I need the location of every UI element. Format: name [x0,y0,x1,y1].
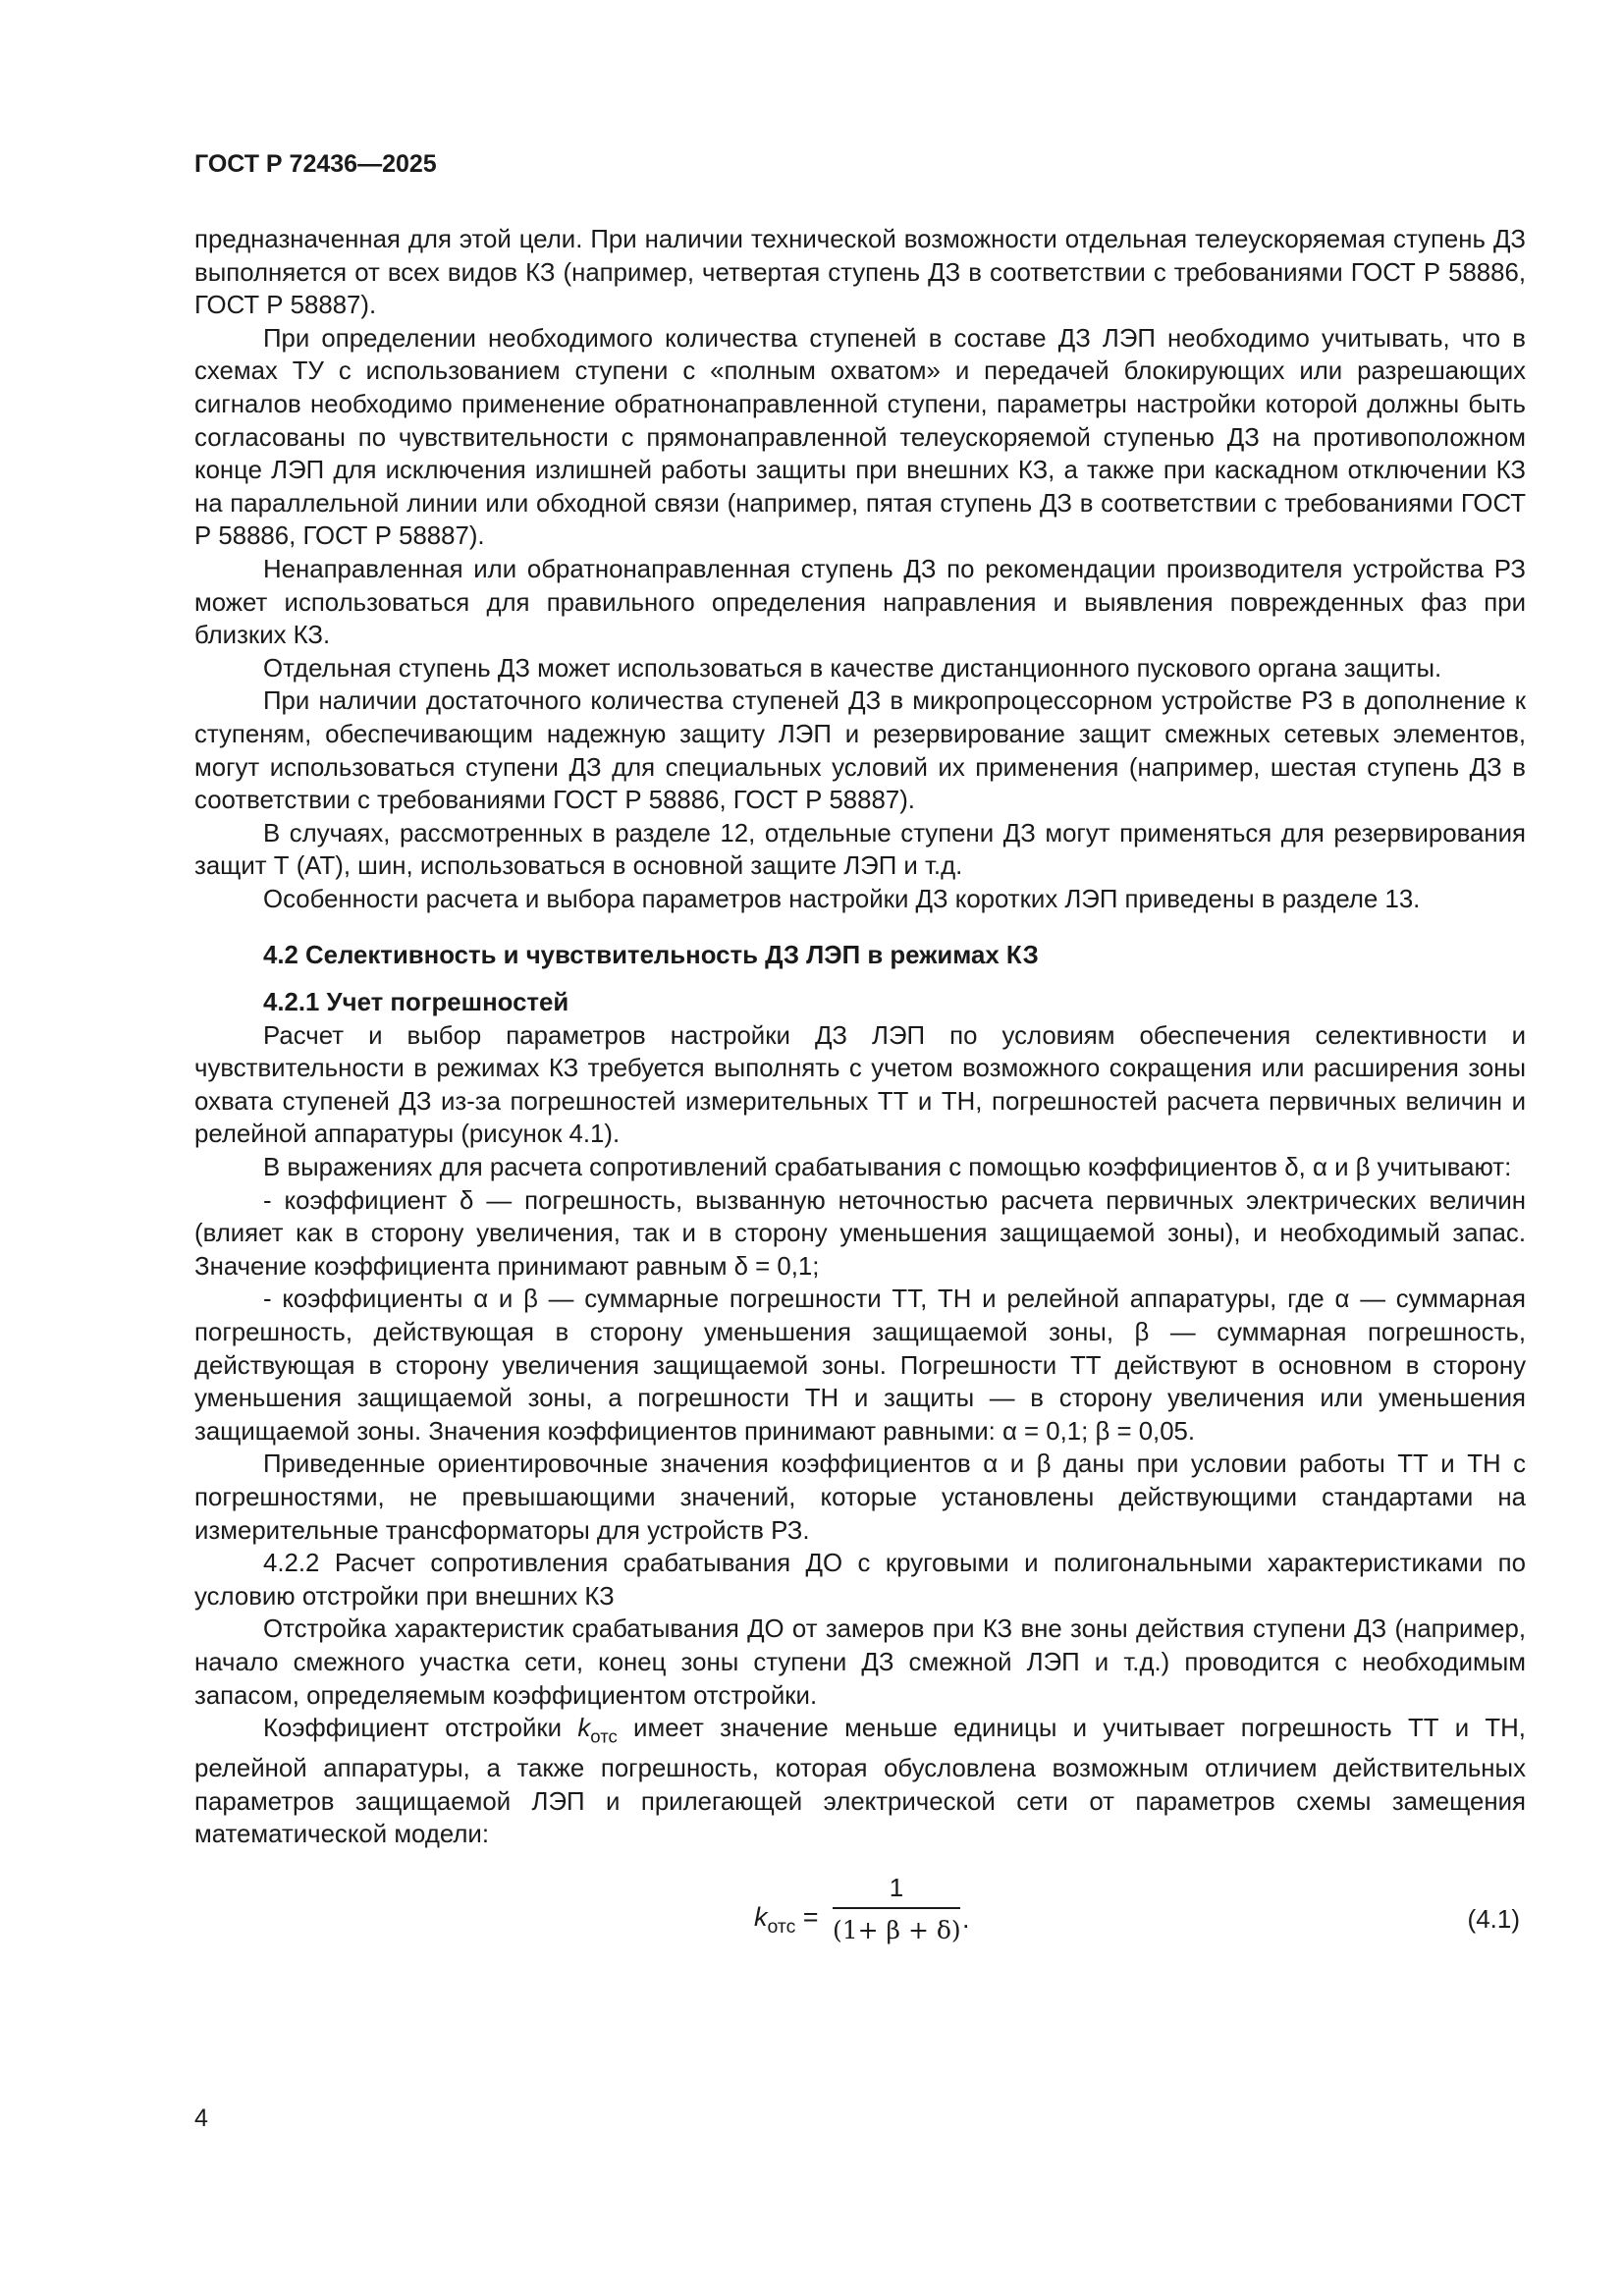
formula-period: . [962,1904,970,1934]
formula-number: (4.1) [1467,1904,1520,1934]
coefficient-symbol: k [577,1715,591,1743]
subsection-heading-inline: 4.2.2 Расчет сопротивления срабатывания ДО с круговыми и полигональными характеристиками по условию отстройки при внешних КЗ [194,1550,1526,1611]
list-item: - коэффициент δ — погрешность, вызванную неточностью расчета первичных электрических величин (влияет как в сторону увеличения, так и в сторону уменьшения защищаемой зоны), и необходимый запас. Значение коэффициента принимают равным δ = 0,1; [194,1186,1526,1281]
paragraph: Отстройка характеристик срабатывания ДО от замеров при КЗ вне зоны действия ступени ДЗ (например, начало смежного участка сети, конец зоны ступени ДЗ смежной ЛЭП и т.д.) проводится с необходимым запасом, определяемым коэффициентом отстройки. [194,1615,1526,1710]
paragraph: Отдельная ступень ДЗ может использоваться в качестве дистанционного пускового органа защиты. [263,654,1442,683]
formula-equals: = [795,1902,819,1932]
paragraph: При определении необходимого количества ступеней в составе ДЗ ЛЭП необходимо учитывать, что в схемах ТУ с использованием ступени с «полным охватом» и передачей блокирующих или разрешающих сигналов необходимо применение обратнонаправленной ступени, параметры настройки которой должны быть согласованы по чувствительности с прямонаправленной телеускоряемой ступенью ДЗ на противоположном конце ЛЭП для исключения излишней работы защиты при внешних КЗ, а также при каскадном отключении КЗ на параллельной линии или обходной связи (например, пятая ступень ДЗ в соответствии с требованиями ГОСТ Р 58886, ГОСТ Р 58887). [194,324,1526,551]
formula-subscript: отс [767,1915,796,1938]
section-heading: 4.2 Селективность и чувствительность ДЗ ЛЭП в режимах КЗ [263,942,1039,970]
fraction-bar [833,1907,960,1909]
page-number: 4 [194,2105,208,2132]
paragraph: При наличии достаточного количества ступеней ДЗ в микропроцессорном устройстве РЗ в дополнение к ступеням, обеспечивающим надежную защиту ЛЭП и резервирование защит смежных сетевых элементов, могут использоваться ступени ДЗ для специальных условий их применения (например, шестая ступень ДЗ в соответствии с требованиями ГОСТ Р 58886, ГОСТ Р 58887). [194,687,1526,815]
subsection-heading: 4.2.1 Учет погрешностей [263,989,569,1017]
document-header: ГОСТ Р 72436—2025 [194,150,437,178]
formula-lhs [754,1901,819,1943]
document-body [194,224,1526,1968]
list-item: - коэффициенты α и β — суммарные погрешности ТТ, ТН и релейной аппаратуры, где α — суммарная погрешность, действующая в сторону уменьшения защищаемой зоны, β — суммарная погрешность, действующая в сторону увеличения защищаемой зоны. Погрешности ТТ действуют в основном в сторону уменьшения защищаемой зоны, а погрешности ТН и защиты — в сторону увеличения или уменьшения защищаемой зоны. Значения коэффициентов принимают равными: α = 0,1; β = 0,05. [194,1285,1526,1446]
paragraph: Особенности расчета и выбора параметров настройки ДЗ коротких ЛЭП приведены в разделе 13. [263,885,1421,913]
paragraph: Расчет и выбор параметров настройки ДЗ ЛЭП по условиям обеспечения селективности и чувствительности в режимах КЗ требуется выполнять с учетом возможного сокращения или расширения зоны охвата ступеней ДЗ из-за погрешностей измерительных ТТ и ТН, погрешностей расчета первичных величин и релейной аппаратуры (рисунок 4.1). [194,1021,1526,1149]
paragraph: В случаях, рассмотренных в разделе 12, отдельные ступени ДЗ могут применяться для резервирования защит Т (АТ), шин, использоваться в основной защите ЛЭП и т.д. [194,819,1526,881]
paragraph: В выражениях для расчета сопротивлений срабатывания с помощью коэффициентов δ, α и β учитывают: [263,1154,1512,1182]
paragraph: Приведенные ориентировочные значения коэффициентов α и β даны при условии работы ТТ и ТН с погрешностями, не превышающими значений, которые установлены действующими стандартами на измерительные трансформаторы для устройств РЗ. [194,1450,1526,1545]
paragraph: предназначенная для этой цели. При наличии технической возможности отдельная телеускоряемая ступень ДЗ выполняется от всех видов КЗ (например, четвертая ступень ДЗ в соответствии с требованиями ГОСТ Р 58886, ГОСТ Р 58887). [194,226,1526,320]
formula-4-1 [194,1870,1526,1968]
formula-k: k [754,1902,768,1932]
coefficient-subscript: отс [590,1725,618,1747]
paragraph [194,1713,1526,1852]
formula-denominator: (1+ β + δ) [833,1916,961,1944]
formula-fraction [833,1870,960,1948]
paragraph-text: имеет значение меньше единицы и учитывает погрешность ТТ и ТН, релейной аппаратуры, а также погрешность, которая обусловлена возможным отличием действительных параметров защищаемой ЛЭП и прилегающей электрической сети от параметров схемы замещения математической модели: [194,1715,1526,1849]
paragraph-text: Коэффициент отстройки [263,1715,578,1743]
paragraph: Ненаправленная или обратнонаправленная ступень ДЗ по рекомендации производителя устройства РЗ может использоваться для правильного определения направления и выявления поврежденных фаз при близких КЗ. [194,555,1526,650]
formula-numerator: 1 [889,1873,904,1902]
